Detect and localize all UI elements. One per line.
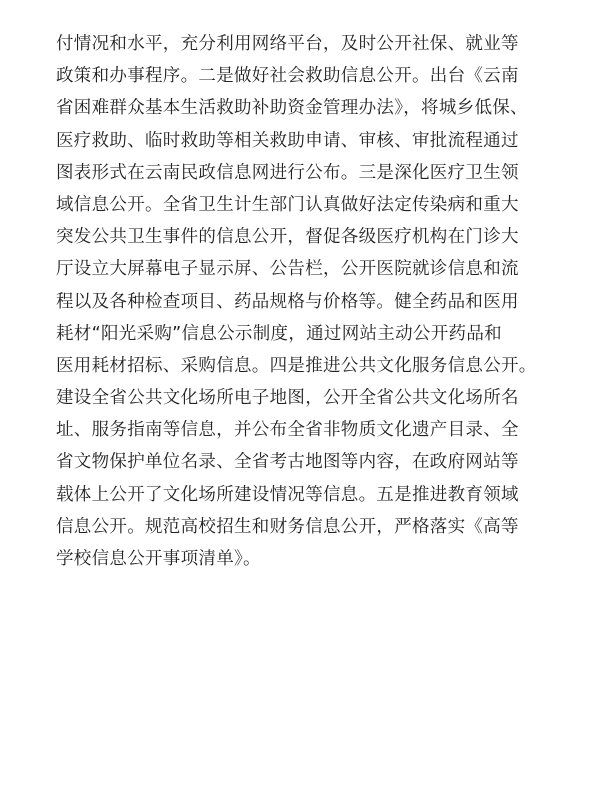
text-line: 厅设立大屏幕电子显示屏、公告栏，公开医院就诊信息和流 [56, 259, 519, 280]
text-line: 程以及各种检查项目、药品规格与价格等。健全药品和医用 [56, 291, 519, 312]
text-line: 省文物保护单位名录、全省考古地图等内容，在政府网站等 [56, 452, 519, 473]
text-line: 图表形式在云南民政信息网进行公布。三是深化医疗卫生领 [56, 162, 519, 183]
text-line: 省困难群众基本生活救助补助资金管理办法》，将城乡低保、 [56, 98, 528, 119]
text-line: 医疗救助、临时救助等相关救助申请、审核、审批流程通过 [56, 130, 519, 151]
text-line: 付情况和水平，充分利用网络平台，及时公开社保、就业等 [56, 34, 519, 54]
text-line: 学校信息公开事项清单》。 [56, 549, 261, 569]
body-paragraph [56, 28, 556, 575]
text-line: 医用耗材招标、采购信息。四是推进公共文化服务信息公开。 [56, 355, 537, 376]
text-line: 信息公开。规范高校招生和财务信息公开，严格落实《高等 [56, 516, 519, 537]
text-line: 政策和办事程序。二是做好社会救助信息公开。出台《云南 [56, 66, 519, 87]
text-line: 址、服务指南等信息，并公布全省非物质文化遗产目录、全 [56, 420, 519, 441]
text-line: 突发公共卫生事件的信息公开，督促各级医疗机构在门诊大 [56, 227, 519, 248]
text-line: 域信息公开。全省卫生计生部门认真做好法定传染病和重大 [56, 194, 519, 215]
text-line: 建设全省公共文化场所电子地图，公开全省公共文化场所名 [56, 388, 519, 409]
text-line: 耗材“阳光采购”信息公示制度，通过网站主动公开药品和 [56, 323, 502, 344]
text-line: 载体上公开了文化场所建设情况等信息。五是推进教育领域 [56, 484, 519, 505]
